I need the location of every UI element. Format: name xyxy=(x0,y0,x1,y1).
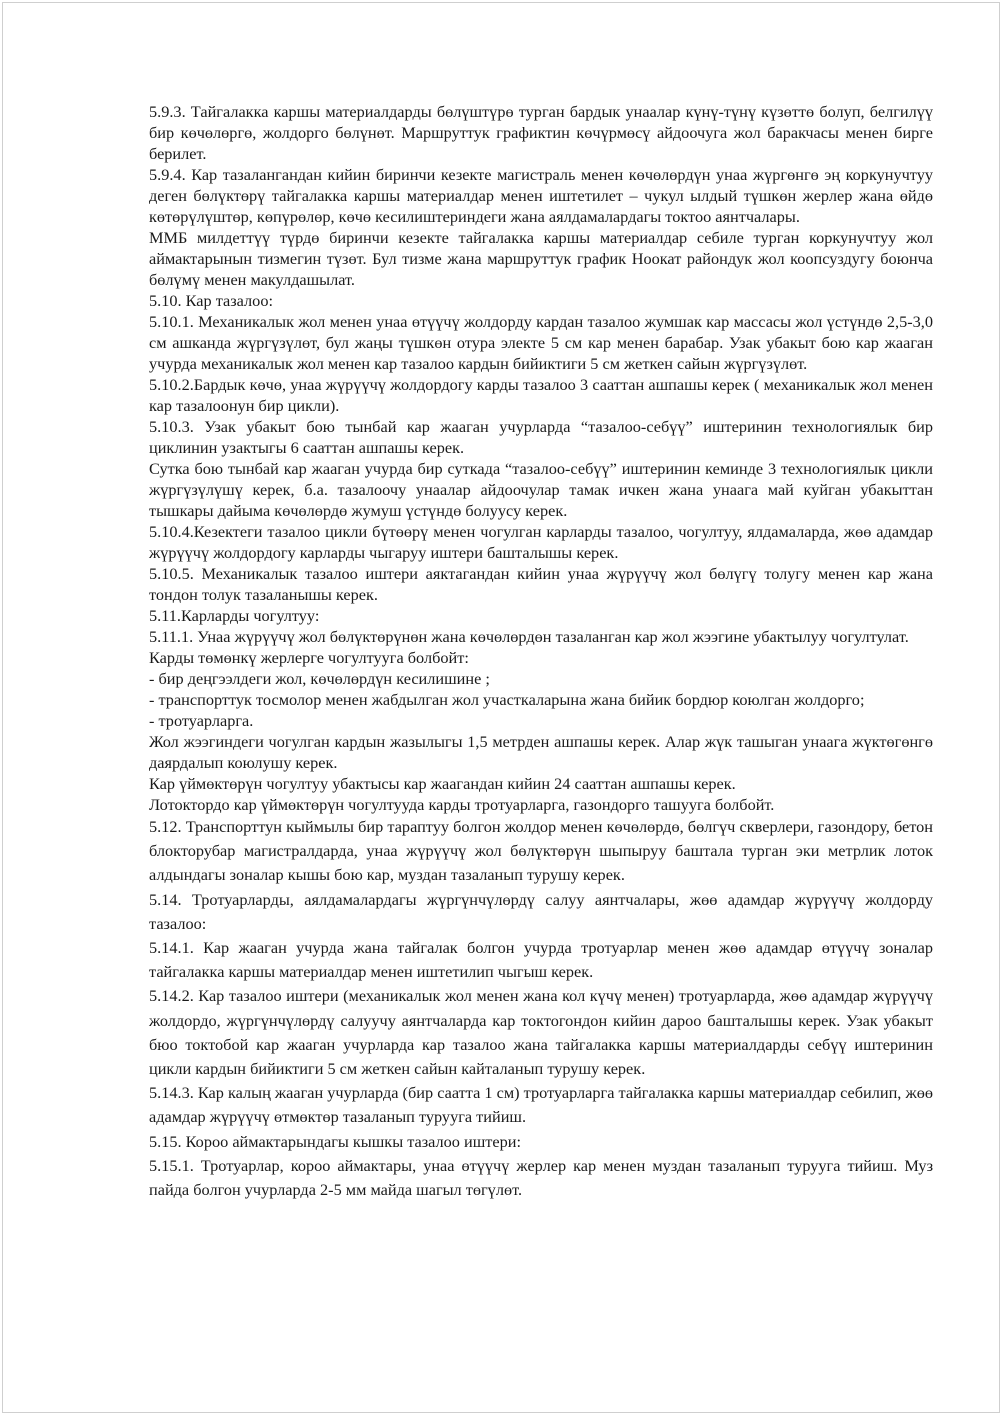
list-item-barrier-roads: - транспорттук тосмолор менен жабдылган жол участкаларына жана бийик бордюр коюлган жолдорго; xyxy=(149,690,865,709)
heading-5-11: 5.11.Карларды чогултуу: xyxy=(149,606,320,625)
heading-5-15: 5.15. Короо аймактарындагы кышкы тазалоо иштери: xyxy=(149,1131,521,1151)
paragraph-5-12: 5.12. Транспорттун кыймылы бир тараптуу болгон жолдор менен көчөлөрдө, бөлгүч скверлери, газондору, бетон блокторубар магистралдарда, унаа жүрүүчү жол бөлүктөрүн шыпыруу баштала турган эки метрлик лоток алдындагы зоналар кышы бою кар, муздан тазаланып турушу керек. xyxy=(149,817,933,885)
paragraph-5-10-5: 5.10.5. Механикалык тазалоо иштери аяктагандан кийин унаа жүрүүчү жол бөлүгү толугу менен кар жана тондон толук тазаланышы керек. xyxy=(149,564,933,604)
paragraph-daily-cycles: Сутка бою тынбай кар жааган учурда бир суткада “тазалоо-себүү” иштеринин кеминде 3 технологиялык цикли жүргүзүлүшү керек, б.а. тазалоочу унаалар айдоочулар тамак ичкен жана унаага май куйган убакыттан тышкары дайыма көчөлөрдө жумуш үстүндө болуусу керек. xyxy=(149,459,933,520)
heading-5-14: 5.14. Тротуарларды, аялдамалардагы жүргүнчүлөрдү салуу аянтчалары, жөө адамдар жүрүүчү жолдорду тазалоо: xyxy=(149,889,933,933)
paragraph-5-15-1: 5.15.1. Тротуарлар, короо аймактары, унаа өтүүчү жерлер кар менен муздан тазаланып турууга тийиш. Муз пайда болгон учурларда 2-5 мм майда шагыл төгүлөт. xyxy=(149,1155,933,1200)
paragraph-mmb-list: ММБ милдеттүү түрдө биринчи кезекте тайгалакка каршы материалдар себиле турган коркунучтуу жол аймактарынын тизмегин түзөт. Бул тизме жана маршруттук график Ноокат райондук жол коопсуздугу боюнча бөлүмү менен макулдашылат. xyxy=(149,228,933,289)
paragraph-5-11-1: 5.11.1. Унаа жүрүүчү жол бөлүктөрүнөн жана көчөлөрдөн тазаланган кар жол жээгине убактылуу чогултулат. xyxy=(149,627,909,646)
document-body xyxy=(149,101,933,1202)
paragraph-collection-time: Кар үймөктөрүн чогултуу убактысы кар жаагандан кийин 24 сааттан ашпашы керек. xyxy=(149,774,736,793)
paragraph-trays: Лотоктордо кар үймөктөрүн чогултууда карды тротуарларга, газондорго ташууга болбойт. xyxy=(149,795,775,814)
paragraph-5-14-1: 5.14.1. Кар жааган учурда жана тайгалак болгон учурда тротуарлар менен жөө адамдар өтүүчү зоналар тайгалакка каршы материалдар менен иштетилип чыгыш керек. xyxy=(149,938,933,982)
heading-5-10: 5.10. Кар тазалоо: xyxy=(149,291,273,310)
list-item-sidewalks: - тротуарларга. xyxy=(149,711,254,730)
paragraph-prohibited-places: Карды төмөнкү жерлерге чогултууга болбойт: xyxy=(149,648,469,667)
paragraph-snow-width: Жол жээгиндеги чогулган кардын жазылыгы 1,5 метрден ашпашы керек. Алар жүк ташыган унаага жүктөгөнгө даярдалып коюлушу керек. xyxy=(149,732,933,772)
document-page xyxy=(2,2,1000,1413)
list-item-intersections: - бир деңгээлдеги жол, көчөлөрдүн кесилишине ; xyxy=(149,669,490,688)
paragraph-5-14-3: 5.14.3. Кар калың жааган учурларда (бир саатта 1 см) тротуарларга тайгалакка каршы материалдар себилип, жөө адамдар жүрүүчү өтмөктөр тазаланып турууга тийиш. xyxy=(149,1083,933,1127)
paragraph-5-10-2: 5.10.2.Бардык көчө, унаа жүрүүчү жолдордогу карды тазалоо 3 сааттан ашпашы керек ( механикалык жол менен кар тазалоонун бир цикли). xyxy=(149,375,933,415)
paragraph-5-10-1: 5.10.1. Механикалык жол менен унаа өтүүчү жолдорду кардан тазалоо жумшак кар массасы жол үстүндө 2,5-3,0 см ашканда жүргүзүлөт, бул жаңы түшкөн отура электе 5 см кар менен барабар. Узак убакыт бою кар жааган учурда механикалык жол менен кар тазалоо кардын бийиктиги 5 см жеткен сайын жүргүзүлөт. xyxy=(149,312,933,373)
paragraph-5-14-2: 5.14.2. Кар тазалоо иштери (механикалык жол менен жана кол күчү менен) тротуарларда, жөө адамдар жүрүүчү жолдордо, жүргүнчүлөрдү салуучу аянтчаларда кар токтогондон кийин дароо башталышы керек. Узак убакыт бюо токтобой кар жааган учурларда кар тазалоо жана тайгалакка каршы материалдарды себүү иштеринин цикли кардын бийиктиги 5 см жеткен сайын кайталанып турушу керек. xyxy=(149,986,933,1079)
paragraph-5-10-4: 5.10.4.Кезектеги тазалоо цикли бүтөөрү менен чогулган карларды тазалоо, чогултуу, ялдамаларда, жөө адамдар жүрүүчү жолдордогу карларды чыгаруу иштери башталышы керек. xyxy=(149,522,933,562)
paragraph-5-9-3: 5.9.3. Тайгалакка каршы материалдарды бөлүштүрө турган бардык унаалар күнү-түнү күзөттө болуп, белгилүү бир көчөлөргө, жолдорго бөлүнөт. Маршруттук графиктин көчүрмөсү айдоочуга жол баракчасы менен бирге берилет. xyxy=(149,102,933,163)
paragraph-5-10-3: 5.10.3. Узак убакыт бою тынбай кар жааган учурларда “тазалоо-себүү” иштеринин технологиялык бир циклинин узактыгы 6 сааттан ашпашы керек. xyxy=(149,417,933,457)
paragraph-5-9-4: 5.9.4. Кар тазалангандан кийин биринчи кезекте магистраль менен көчөлөрдүн унаа жүргөнгө эң коркунучтуу деген бөлүктөрү тайгалакка каршы материалдар менен иштетилет – чукул ылдый түшкөн жерлер жана өйдө көтөрүлүштөр, көпүрөлөр, көчө кесилиштериндеги жана аялдамалардагы токтоо аянтчалары. xyxy=(149,165,933,226)
